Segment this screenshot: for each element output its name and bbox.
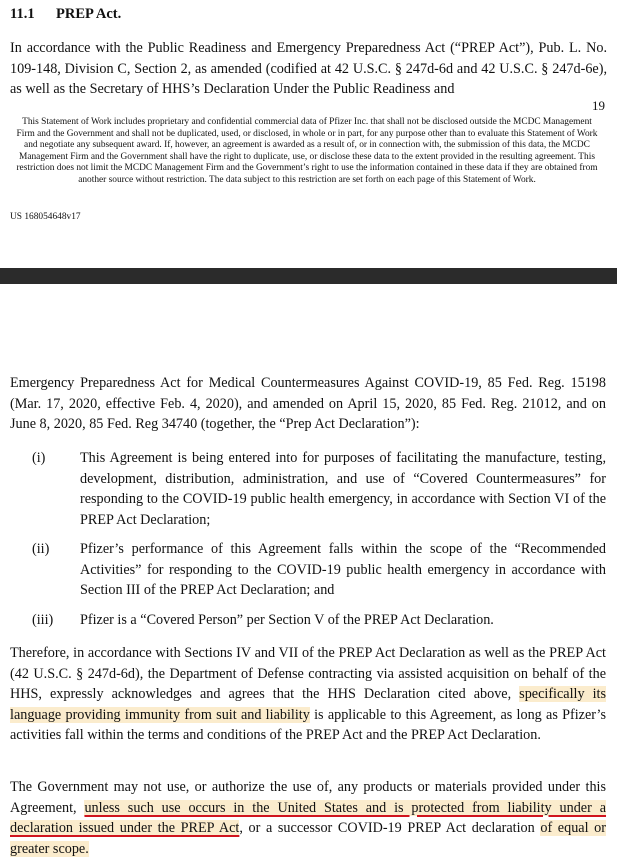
page-two-top <box>0 284 617 860</box>
highlighted-scope-text: of equal or greater scope. <box>10 820 606 857</box>
page-number: 19 <box>592 98 605 113</box>
section-number: 11.1 <box>10 6 35 22</box>
government-text: The Government may not use, or authorize the use of, any products or materials provided under this Agreement, <box>10 779 606 816</box>
list-item-text: Pfizer’s performance of this Agreement falls within the scope of the “Recommended Activities” for responding to the COVID-19 public health emergency in accordance with Section III of the PREP Act Declaration; and <box>80 541 606 598</box>
government-text-middle: , or a successor COVID-19 PREP Act declaration <box>239 820 541 836</box>
therefore-text: Therefore, in accordance with Sections IV and VII of the PREP Act Declaration as well as the PREP Act (42 U.S.C. § 247d-6d), the Department of Defense contracting via assisted acquisition on behalf of the HHS, expressly acknowledges and agrees that the HHS Declaration cited above, <box>10 645 606 702</box>
highlighted-immunity-text: specifically its language providing immunity from suit and liability <box>10 686 607 723</box>
continuation-paragraph: Emergency Preparedness Act for Medical Countermeasures Against COVID-19, 85 Fed. Reg. 15198 (Mar. 17, 2020, effective Feb. 4, 2020), and amended on April 15, 2020, 85 Fed. Reg. 21012, and on June 8, 2020, 85 Fed. Reg 34740 (together, the “Prep Act Declaration”): <box>10 375 606 432</box>
document-id: US 168054648v17 <box>10 212 81 222</box>
confidentiality-notice: This Statement of Work includes proprietary and confidential commercial data of Pfizer Inc. that shall not be disclosed outside the MCDC Management Firm and the Government and shall not be duplicated, used, or disclosed, in whole or in part, for any purpose other than to evaluate this Statement of Work and negotiate any subsequent award. If, however, an agreement is awarded as a result of, or in connection with, the submission of this data, the MCDC Management Firm and the Government shall have the right to duplicate, use, or disclose these data to the extent provided in the resulting agreement. This restriction does not limit the MCDC Management Firm and the Government’s right to use the information contained in these data if they are obtained from another source without restriction. The data subject to this restriction are set forth on each page of this Statement of Work. <box>16 117 598 185</box>
section-heading <box>10 6 121 23</box>
list-marker: (i) <box>32 450 46 466</box>
section-title: PREP Act. <box>56 6 122 22</box>
list-marker: (iii) <box>32 612 54 628</box>
highlighted-liability-text: unless such use occurs in the United States and is protected from liability under a declaration issued under the PREP Act <box>10 799 607 836</box>
government-paragraph <box>10 777 606 859</box>
page-one-bottom <box>0 0 617 268</box>
therefore-text-end: is applicable to this Agreement, as long as Pfizer’s activities fall within the terms and conditions of the PREP Act and the PREP Act Declaration. <box>10 706 606 743</box>
therefore-paragraph <box>10 643 606 746</box>
prep-act-paragraph: In accordance with the Public Readiness and Emergency Preparedness Act (“PREP Act”), Pub. L. No. 109-148, Division C, Section 2, as amended (codified at 42 U.S.C. § 247d-6d and 42 U.S.C. § 247d-6e), as well as the Secretary of HHS’s Declaration Under the Public Readiness and <box>10 40 607 97</box>
list-marker: (ii) <box>32 541 50 557</box>
page-divider <box>0 268 617 284</box>
list-item-text: Pfizer is a “Covered Person” per Section V of the PREP Act Declaration. <box>80 612 494 628</box>
list-item-text: This Agreement is being entered into for purposes of facilitating the manufacture, testing, development, distribution, administration, and use of “Covered Countermeasures” for responding to the COVID-19 public health emergency, in accordance with Section VI of the PREP Act Declaration; <box>80 450 606 528</box>
